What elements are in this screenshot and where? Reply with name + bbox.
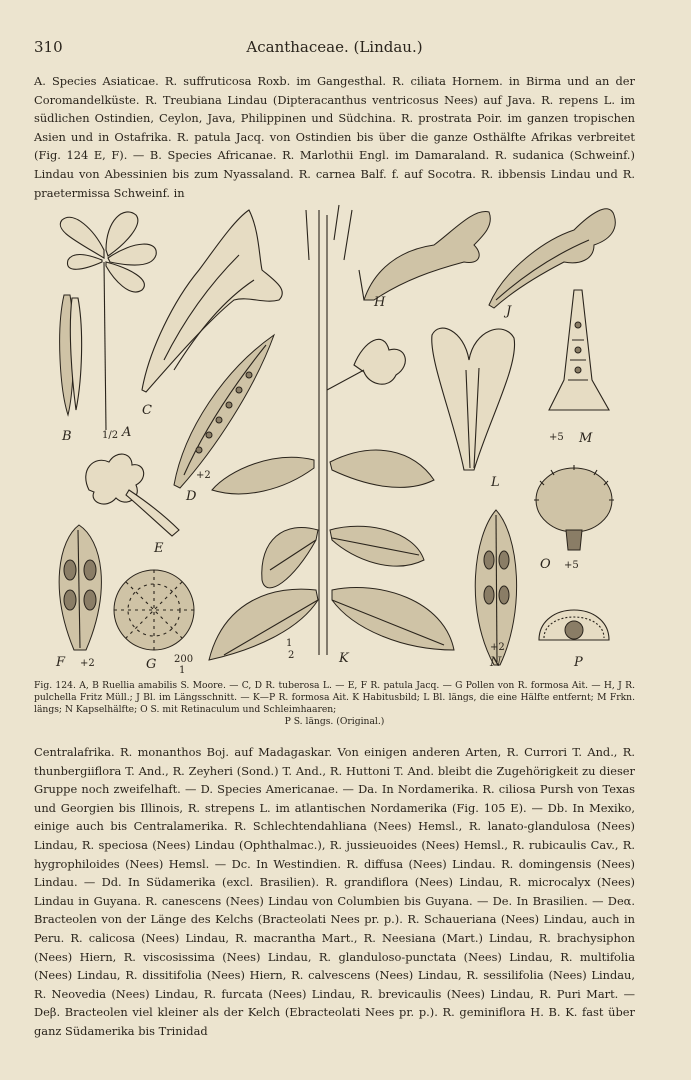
label-h: H <box>374 295 386 310</box>
figure-caption <box>34 680 635 728</box>
paragraph-top: A. Species Asiaticae. R. suffruticosa Roxb. im Gangesthal. R. ciliata Hornem. in Birma und an der Coromandelküste. R. Treubiana Lindau (Dipteracanthus ventricosus Nees) auf Java. R. repens L. im südlichen Ostindien, Ceylon, Java, Philippinen und Südchina. R. prostrata Poir. im ganzen tropischen Asien und in Ostafrika. R. patula Jacq. von Ostindien bis über die ganze Osthälfte Afrikas verbreitet (Fig. 124 E, F). — B. Species Africanae. R. Marlothii Engl. im Damaraland. R. sudanica (Schweinf.) Lindau von Abessinien bis zum Nyassaland. R. carnea Balf. f. auf Socotra. R. ibbensis Lindau und R. praetermissa Schweinf. in <box>34 74 635 200</box>
label-f: F <box>56 655 66 670</box>
label-m: M <box>579 431 593 446</box>
caption-end: P S. längs. (Original.) <box>284 716 385 727</box>
page-number: 310 <box>34 38 63 56</box>
scale-g-den: 1 <box>179 665 186 675</box>
scale-m: +5 <box>549 432 564 443</box>
scale-n: +2 <box>490 642 505 653</box>
drawing-j-flower <box>489 209 615 308</box>
scale-a: 1/2 <box>102 430 119 441</box>
scale-f: +2 <box>80 658 95 669</box>
label-n: N <box>490 655 502 670</box>
drawing-h-flower <box>359 212 490 300</box>
running-head: Acanthaceae. (Lindau.) <box>246 38 423 56</box>
botanical-figure <box>34 200 634 675</box>
label-c: C <box>142 403 152 418</box>
label-e: E <box>154 541 164 556</box>
scale-d: +2 <box>196 470 211 481</box>
label-g: G <box>146 657 157 672</box>
drawing-g-pollen <box>114 570 194 650</box>
page-header <box>34 38 635 58</box>
label-l: L <box>491 475 500 490</box>
scale-g-num: 200 <box>174 654 194 665</box>
label-o: O <box>540 557 551 572</box>
paragraph-bottom: Centralafrika. R. monanthos Boj. auf Madagaskar. Von einigen anderen Arten, R. Currori T. And., R. thunbergiiflora T. And., R. Zeyheri (Sond.) T. And., R. Huttoni T. And. bleibt die Zugehörigkeit zu dieser Gruppe noch zweifelhaft. — D. Species Americanae. — Da. In Nordamerika. R. ciliosa Pursh von Texas und Georgien bis Illinois, R. strepens L. im atlantischen Nordamerika (Fig. 105 E). — Db. In Mexiko, einige auch bis Centralamerika. R. Schlechtendahliana (Nees) Hemsl., R. lanato-glandulosa (Nees) Lindau, R. speciosa (Nees) Lindau (Ophthalmac.), R. jussieuoides (Nees) Hemsl., R. rubicaulis Cav., R. hygrophiloides (Nees) Hemsl. — Dc. In Westindien. R. diffusa (Nees) Lindau. R. domingensis (Nees) Lindau. — Dd. In Südamerika (excl. Brasilien). R. grandiflora (Nees) Lindau, R. microcalyx (Nees) Lindau in Guyana. R. canescens (Nees) Lindau von Columbien bis Guyana. — De. In Brasilien. — Deα. Bracteolen von der Länge des Kelchs (Bracteolati Nees pr. p.). R. Schaueriana (Nees) Lindau, auch in Peru. R. calicosa (Nees) Lindau, R. macrantha Mart., R. Neesiana (Mart.) Lindau, R. brachysiphon (Nees) Hiern, R. viscosissima (Nees) Lindau, R. glanduloso-punctata (Nees) Lindau, R. multifolia (Nees) Lindau, R. dissitifolia (Nees) Hiern, R. calvescens (Nees) Lindau, R. sessilifolia (Nees) Lindau, R. Neovedia (Nees) Lindau, R. furcata (Nees) Lindau, R. brevicaulis (Nees) Lindau, R. Puri Mart. — Deβ. Bracteolen viel kleiner als der Kelch (Ebracteolati Nees pr. p.). R. geminiflora H. B. K. fast über ganz Südamerika bis Trinidad <box>34 745 635 1038</box>
label-j: J <box>506 304 512 319</box>
label-p: P <box>574 655 583 670</box>
label-d: D <box>186 489 197 504</box>
label-k: K <box>339 651 349 666</box>
drawing-m-ovary <box>549 290 609 410</box>
label-b: B <box>62 429 72 444</box>
drawing-b-calyx <box>60 295 82 415</box>
label-a: A <box>122 425 132 440</box>
scale-k-den: 2 <box>288 650 295 661</box>
scale-k-num: 1 <box>286 638 293 649</box>
drawing-p-seed <box>539 610 609 640</box>
drawing-e-flower <box>86 454 179 536</box>
drawing-l-flower <box>432 328 515 470</box>
drawing-o-seed <box>534 465 614 550</box>
scale-o: +5 <box>564 560 579 571</box>
figure-illustration <box>34 200 634 675</box>
caption-main: Fig. 124. A, B Ruellia amabilis S. Moore. — C, D R. tuberosa L. — E, F R. patula Jacq. — G Pollen von R. formosa Ait. — H, J R. pulchella Fritz Müll.; J Bl. im Längsschnitt. — K—P R. formosa Ait. K Habitusbild; L Bl. längs, die eine Hälfte entfernt; M Frkn. längs; N Kapselhälfte; O S. mit Retinaculum und Schleimhaaren; <box>34 680 635 715</box>
drawing-f-capsule <box>59 525 101 650</box>
